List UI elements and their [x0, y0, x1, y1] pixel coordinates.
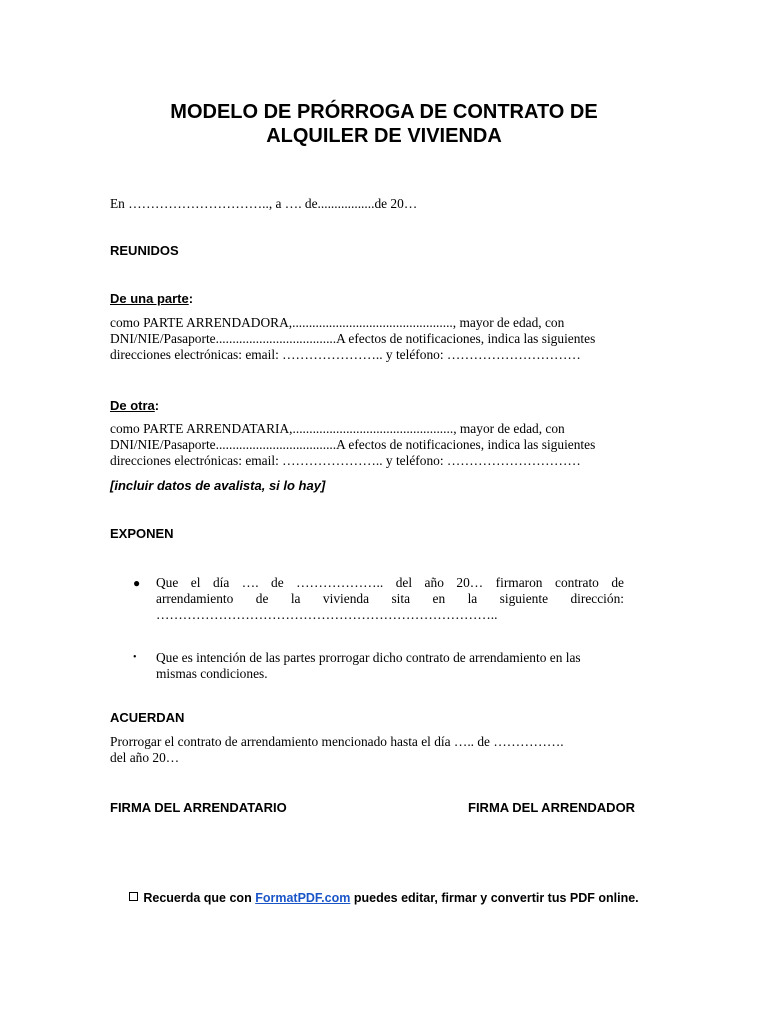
- parte1-label: [110, 291, 193, 307]
- heading-reunidos: REUNIDOS: [110, 243, 179, 258]
- footer-promo: [0, 890, 768, 906]
- heading-exponen: EXPONEN: [110, 526, 174, 541]
- avalista-note: [incluir datos de avalista, si lo hay]: [110, 478, 326, 493]
- parte1-line-3: direcciones electrónicas: email: ………………….. y teléfono: …………………………: [110, 347, 581, 362]
- acuerdan-line-2: del año 20…: [110, 750, 180, 765]
- signature-arrendatario: FIRMA DEL ARRENDATARIO: [110, 800, 287, 815]
- place-date-line: En ………………………….., a …. de.................de 20…: [110, 196, 418, 211]
- parte1-line-2: DNI/NIE/Pasaporte....................................A efectos de notificaciones, indica las siguientes: [110, 331, 596, 346]
- parte2-label: [110, 398, 159, 414]
- bullet1-line-3: …………………………………………………………………..: [156, 607, 498, 622]
- bullet-dot-icon: ●: [133, 576, 141, 590]
- title-line-2: ALQUILER DE VIVIENDA: [266, 125, 502, 147]
- parte1-line-1: como PARTE ARRENDADORA,................................................, mayor de edad, con: [110, 315, 565, 330]
- bullet1-line-2: arrendamiento de la vivienda sita en la siguiente dirección:: [156, 591, 624, 606]
- document-title: [0, 100, 768, 148]
- footer-suffix: puedes editar, firmar y convertir tus PDF online.: [353, 891, 639, 905]
- parte2-line-3: direcciones electrónicas: email: ………………….. y teléfono: …………………………: [110, 453, 581, 468]
- bullet1-line-1: Que el día …. de ……………….. del año 20… firmaron contrato de: [156, 575, 624, 590]
- footer-prefix: Recuerda que con: [143, 891, 252, 905]
- square-box-icon: [129, 892, 138, 901]
- formatpdf-link[interactable]: FormatPDF.com: [255, 891, 351, 905]
- parte1-label-text: De una parte: [110, 291, 189, 306]
- bullet2-line-1: Que es intención de las partes prorrogar dicho contrato de arrendamiento en las: [156, 650, 581, 665]
- parte2-label-colon: :: [154, 398, 160, 413]
- title-line-1: MODELO DE PRÓRROGA DE CONTRATO DE: [170, 101, 598, 123]
- parte1-label-colon: :: [188, 291, 194, 306]
- bullet2-line-2: mismas condiciones.: [156, 666, 268, 681]
- heading-acuerdan: ACUERDAN: [110, 710, 185, 725]
- parte2-label-text: De otra: [110, 398, 155, 413]
- parte2-line-1: como PARTE ARRENDATARIA,................................................, mayor de edad, con: [110, 421, 565, 436]
- acuerdan-line-1: Prorrogar el contrato de arrendamiento mencionado hasta el día ….. de …………….: [110, 734, 564, 749]
- bullet-small-dot-icon: •: [133, 652, 137, 663]
- signature-arrendador: FIRMA DEL ARRENDADOR: [468, 800, 636, 815]
- parte2-line-2: DNI/NIE/Pasaporte....................................A efectos de notificaciones, indica las siguientes: [110, 437, 596, 452]
